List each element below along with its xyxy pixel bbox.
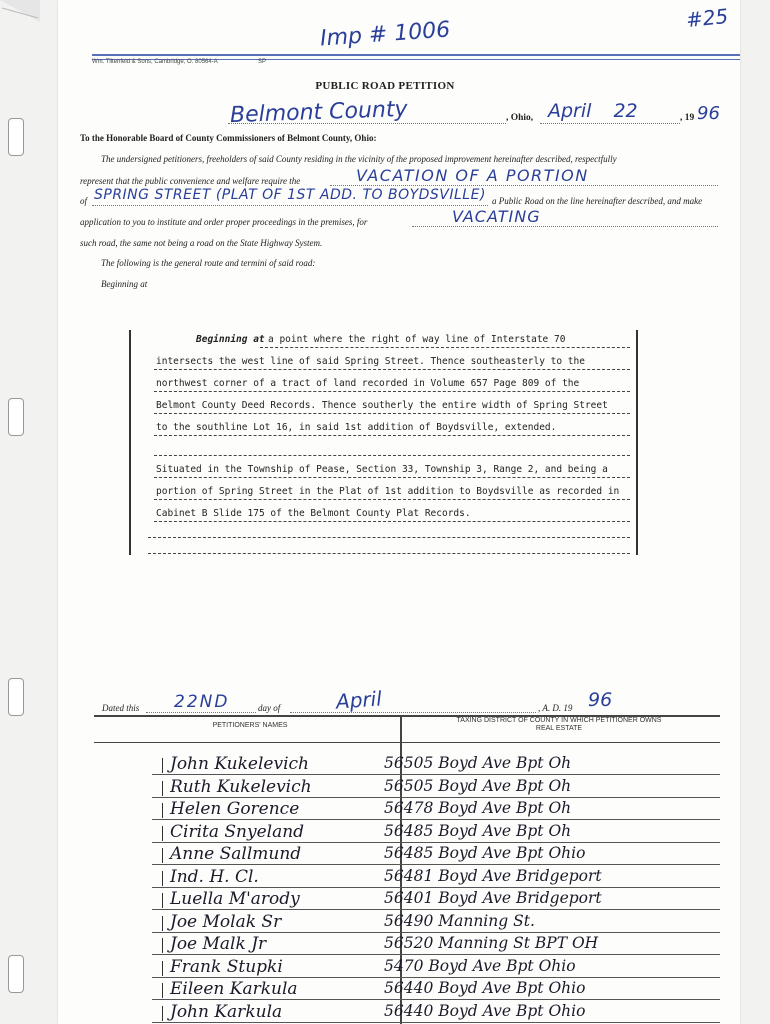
following-line: The following is the general route and termini of said road:: [101, 258, 316, 268]
road-field-line: [92, 205, 488, 206]
table-row-rule: [152, 864, 720, 865]
punch-hole: [8, 398, 24, 436]
petitioner-name: Joe Molak Sr: [170, 911, 282, 932]
description-lead: Beginning at: [196, 334, 265, 345]
para-line-3-end: a Public Road on the line hereinafter described, and make: [492, 196, 703, 206]
description-line: a point where the right of way line of Interstate 70: [268, 334, 566, 345]
petitioner-address: 56490 Manning St.: [384, 911, 535, 930]
description-box-right: [636, 330, 638, 555]
printer-credit: Wm. Tiltenfeld & Sons, Cambridge, O. 80564-A: [92, 59, 218, 65]
row-tick: [162, 983, 163, 998]
road-handwritten: SPRING STREET (PLAT OF 1ST ADD. TO BOYDSVILLE): [94, 187, 486, 203]
page-number: #25: [684, 3, 730, 33]
dated-label: Dated this: [102, 703, 140, 713]
col-header-taxing-district: TAXING DISTRICT OF COUNTY IN WHICH PETITIONER OWNS REAL ESTATE: [456, 717, 662, 732]
day-of-label: day of: [258, 703, 281, 713]
petitioner-name: Eileen Karkula: [170, 979, 298, 999]
petitioner-name: John Karkula: [170, 1001, 283, 1022]
description-line: Cabinet B Slide 175 of the Belmont County Plat Records.: [156, 508, 471, 519]
description-box-left: [129, 330, 131, 555]
table-row-rule: [152, 797, 720, 798]
table-row-rule: [152, 954, 720, 955]
punch-hole: [8, 955, 24, 993]
petitioner-name: Frank Stupki: [170, 956, 283, 977]
description-line: to the southline Lot 16, in said 1st addition of Boydsville, extended.: [156, 422, 557, 433]
desc-dash: [154, 369, 630, 370]
dated-month-handwritten: April: [335, 686, 383, 714]
punch-hole: [8, 678, 24, 716]
table-header-rule: [94, 742, 720, 743]
punch-hole: [8, 118, 24, 156]
row-tick: [162, 893, 163, 908]
year-prefix: , 19: [680, 113, 695, 123]
imp-number: Imp # 1006: [319, 17, 452, 52]
petitioner-name: Joe Malk Jr: [170, 934, 267, 954]
row-tick: [162, 781, 163, 796]
desc-dash: [154, 391, 630, 392]
dated-year-handwritten: 96: [588, 689, 613, 711]
description-line: Belmont County Deed Records. Thence southerly the entire width of Spring Street: [156, 400, 608, 411]
petitioner-name: Cirita Snyeland: [170, 821, 305, 842]
petitioner-name: Helen Gorence: [170, 799, 300, 819]
description-line: portion of Spring Street in the Plat of 1st addition to Boydsville as recorded in: [156, 486, 620, 497]
table-row-rule: [152, 887, 720, 888]
petitioner-address: 5470 Boyd Ave Bpt Ohio: [384, 956, 576, 975]
row-tick: [162, 758, 163, 773]
petitioner-address: 56485 Boyd Ave Bpt Oh: [384, 821, 572, 840]
table-row-rule: [152, 977, 720, 978]
desc-dash: [154, 521, 630, 522]
top-rule: [92, 54, 740, 56]
page-title: PUBLIC ROAD PETITION: [315, 80, 455, 92]
petitioner-address: 56481 Boyd Ave Bridgeport: [384, 866, 602, 885]
date-handwritten: April 22: [548, 100, 638, 122]
row-tick: [162, 916, 163, 931]
petitioner-address: 56520 Manning St BPT OH: [384, 934, 599, 952]
table-row-rule: [152, 932, 720, 933]
ad-label: , A. D. 19: [538, 703, 573, 713]
para-line-4: application to you to institute and order proper proceedings in the premises, for: [80, 217, 368, 227]
petitioner-address: 56505 Boyd Ave Bpt Oh: [384, 754, 572, 772]
description-line: northwest corner of a tract of land recorded in Volume 657 Page 809 of the: [156, 378, 580, 389]
para-line-2: represent that the public convenience and welfare require the: [80, 176, 301, 186]
dated-day-line: [146, 712, 256, 713]
para-line-1: The undersigned petitioners, freeholders of said County residing in the vicinity of the proposed improvement hereinafter described, respectfully: [101, 154, 617, 164]
proceeding-handwritten: VACATING: [452, 207, 541, 226]
of-label: of: [80, 196, 88, 206]
table-row-rule: [152, 1022, 720, 1023]
petitioner-name: Ruth Kukelevich: [170, 776, 312, 797]
beginning-label: Beginning at: [101, 279, 148, 289]
salutation: To the Honorable Board of County Commissioners of Belmont County, Ohio:: [80, 133, 377, 143]
petitioner-address: 56505 Boyd Ave Bpt Oh: [384, 776, 572, 795]
description-line: Situated in the Township of Pease, Section 33, Township 3, Range 2, and being a: [156, 464, 608, 475]
petitioner-name: Anne Sallmund: [170, 844, 302, 864]
table-row-rule: [152, 909, 720, 910]
desc-dash: [148, 553, 630, 554]
desc-dash: [154, 455, 630, 456]
table-row-rule: [152, 999, 720, 1000]
petitioner-name: John Kukelevich: [170, 754, 309, 774]
purpose-handwritten: VACATION OF A PORTION: [356, 166, 589, 185]
row-tick: [162, 826, 163, 841]
table-row-rule: [152, 819, 720, 820]
petitioner-address: 56485 Boyd Ave Bpt Ohio: [384, 844, 586, 862]
proceeding-field-line: [412, 226, 718, 227]
desc-dash: [154, 435, 630, 436]
row-tick: [162, 848, 163, 863]
table-row-rule: [152, 774, 720, 775]
desc-dash: [154, 413, 630, 414]
row-tick: [162, 1006, 163, 1021]
para-line-5: such road, the same not being a road on the State Highway System.: [80, 238, 323, 248]
year-handwritten: 96: [697, 103, 720, 124]
petitioner-name: Ind. H. Cl.: [170, 866, 259, 887]
dated-day-handwritten: 22ND: [174, 692, 230, 712]
dated-month-line: [290, 712, 536, 713]
petitioner-address: 56440 Boyd Ave Bpt Ohio: [384, 979, 586, 997]
petitioner-address: 56440 Boyd Ave Bpt Ohio: [384, 1001, 586, 1020]
petitioner-address: 56478 Boyd Ave Bpt Oh: [384, 799, 572, 817]
table-row-rule: [152, 842, 720, 843]
folded-corner-icon: [0, 0, 40, 22]
printer-code: SP: [258, 59, 267, 65]
petitioner-address: 56401 Boyd Ave Bridgeport: [384, 889, 602, 907]
row-tick: [162, 961, 163, 976]
desc-dash: [148, 537, 630, 538]
date-field-line: [540, 123, 680, 124]
row-tick: [162, 938, 163, 953]
desc-dash: [154, 477, 630, 478]
county-handwritten: Belmont County: [229, 96, 408, 129]
row-tick: [162, 871, 163, 886]
desc-dash: [260, 347, 630, 348]
ohio-label: , Ohio,: [506, 113, 534, 123]
description-line: intersects the west line of said Spring Street. Thence southeasterly to the: [156, 356, 585, 367]
desc-dash: [154, 499, 630, 500]
purpose-field-line: [330, 185, 718, 186]
row-tick: [162, 803, 163, 818]
petitioner-name: Luella M'arody: [170, 889, 300, 909]
col-header-names: PETITIONERS' NAMES: [212, 722, 288, 729]
